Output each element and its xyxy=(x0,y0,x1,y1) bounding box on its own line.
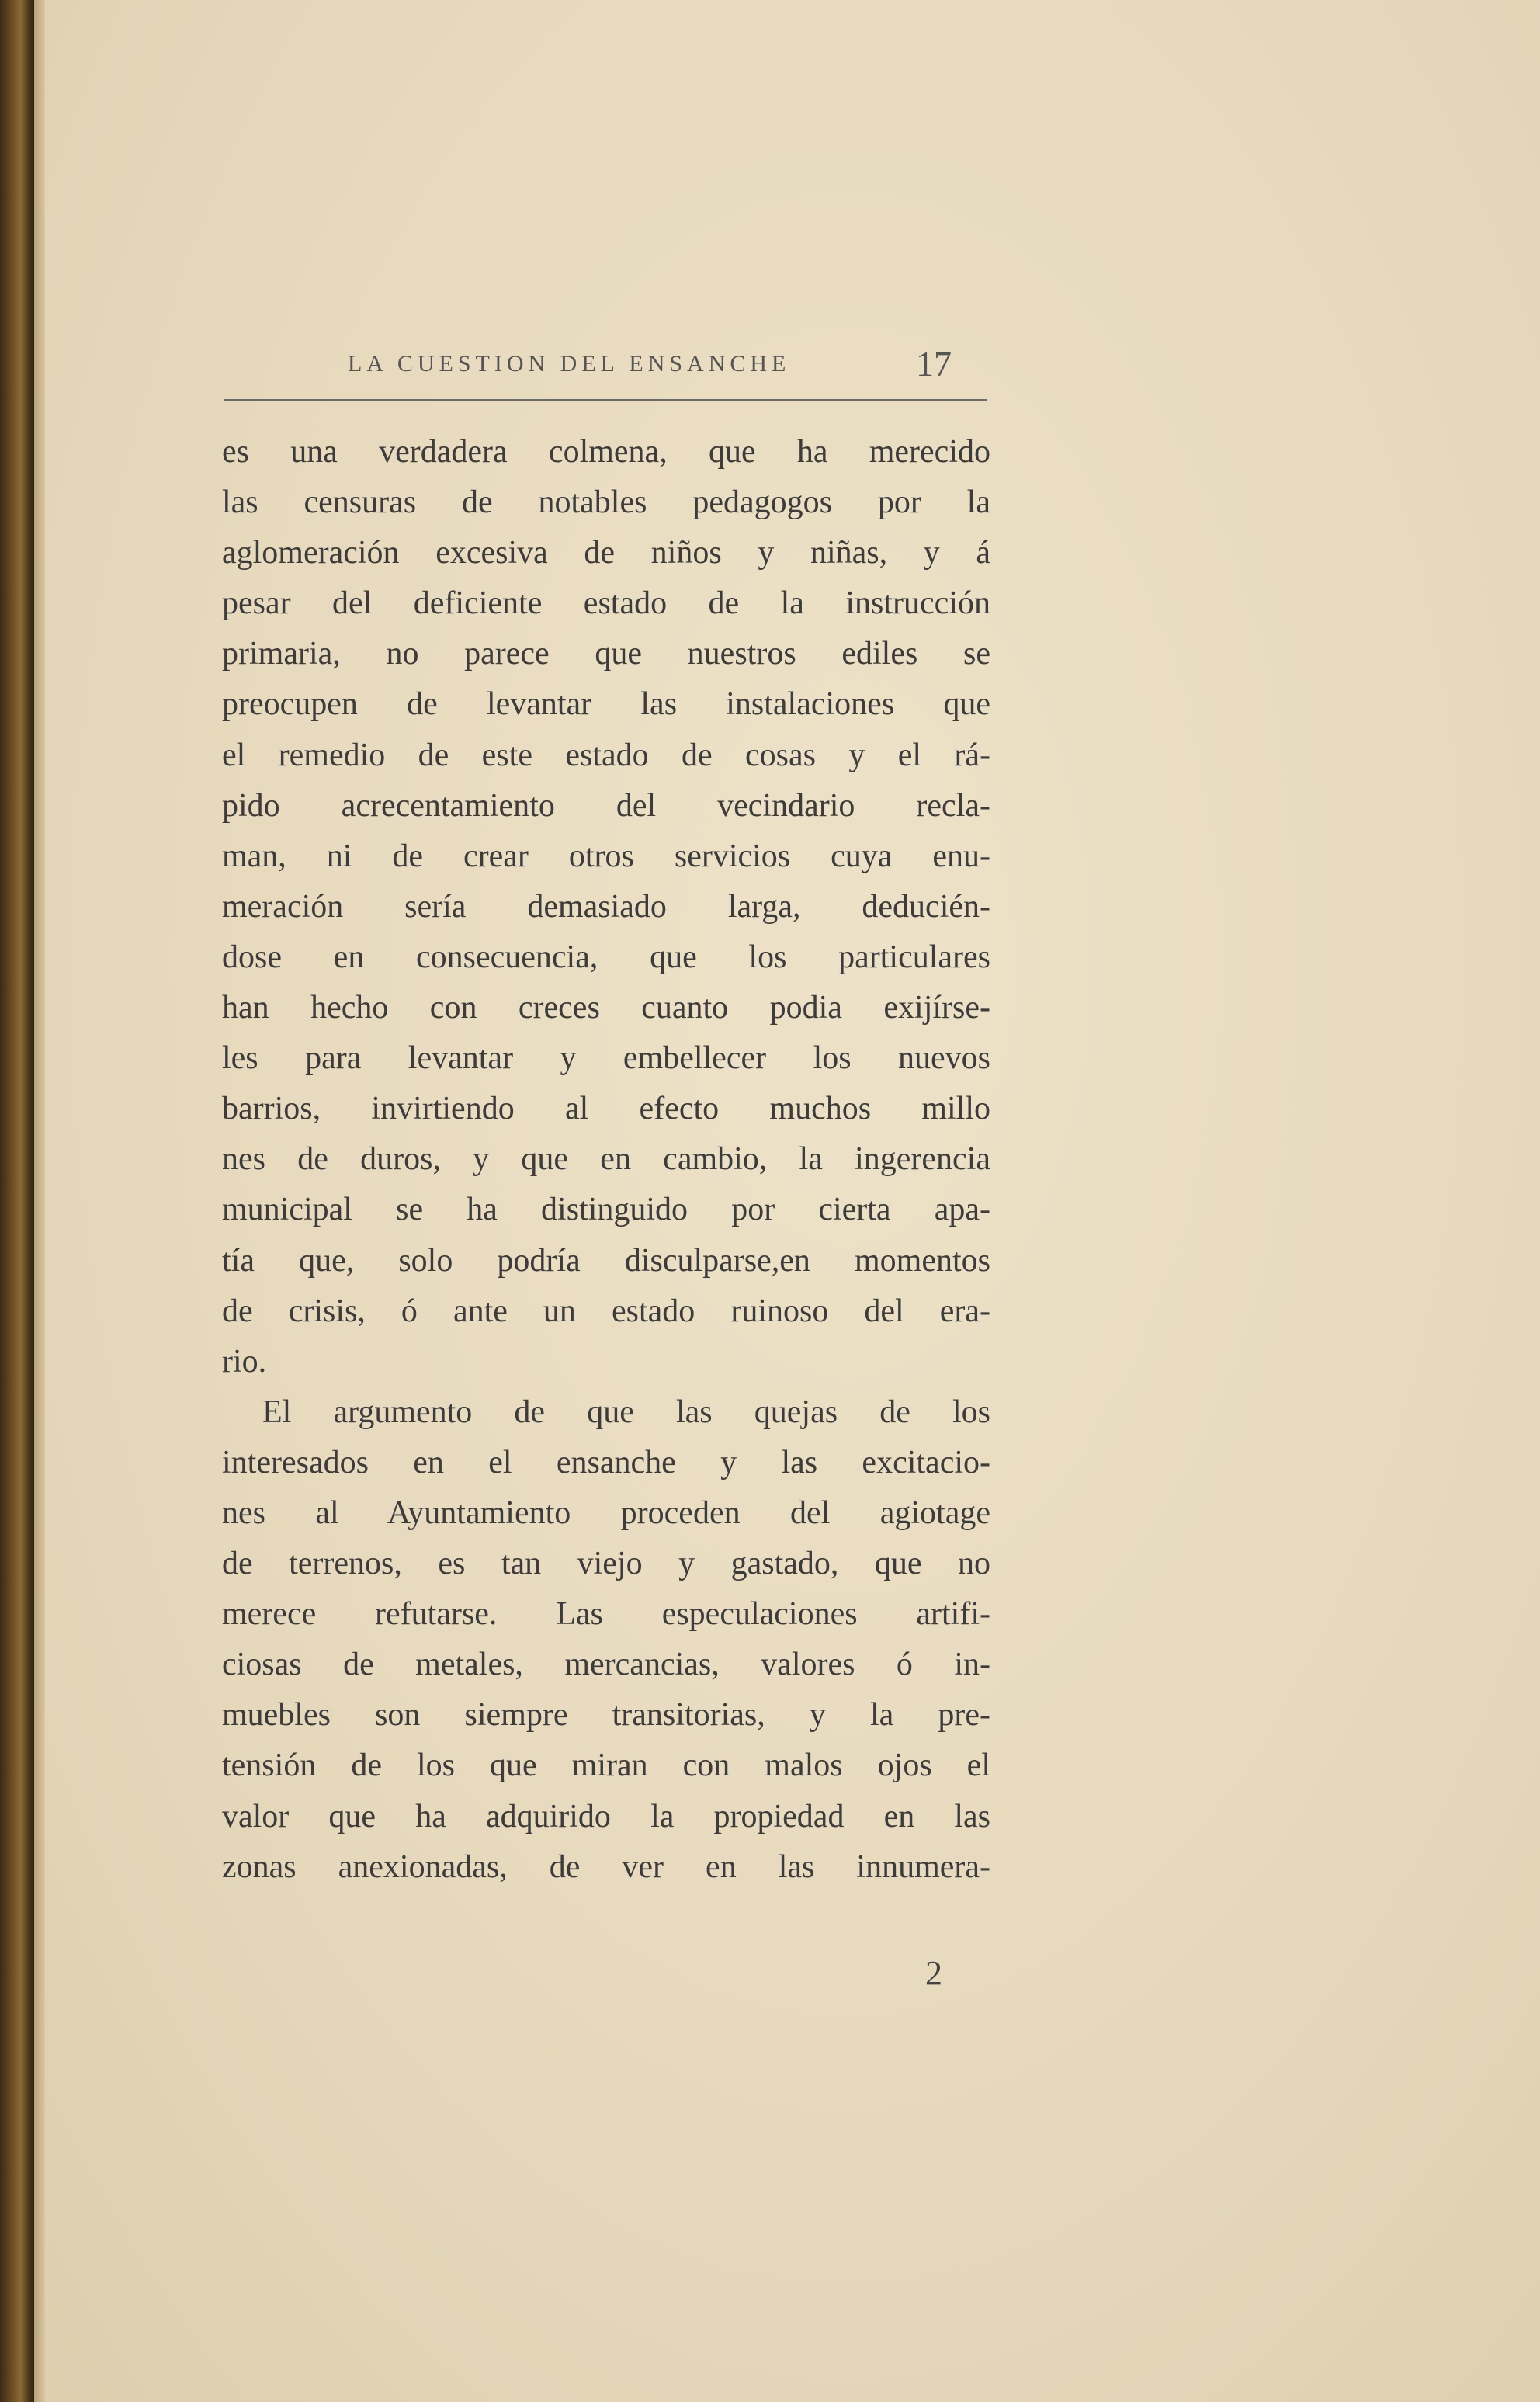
text-line: muebles son siempre transitorias, y la pre- xyxy=(222,1697,990,1734)
text-line: de terrenos, es tan viejo y gastado, que no xyxy=(222,1546,990,1582)
text-line: man, ni de crear otros servicios cuya enu- xyxy=(222,838,990,874)
text-line: de crisis, ó ante un estado ruinoso del era- xyxy=(222,1293,990,1329)
text-line: municipal se ha distinguido por cierta apa- xyxy=(222,1192,990,1228)
running-head xyxy=(224,343,987,390)
signature-mark: 2 xyxy=(925,1954,942,1992)
text-line: pesar del deficiente estado de la instrucción xyxy=(222,585,990,622)
text-line: nes al Ayuntamiento proceden del agiotage xyxy=(222,1494,990,1531)
text-line: han hecho con creces cuanto podia exijírse- xyxy=(222,990,990,1026)
page-gutter xyxy=(34,0,45,2402)
header-rule xyxy=(224,399,987,401)
text-line: aglomeración excesiva de niños y niñas, y á xyxy=(222,535,990,571)
text-line: dose en consecuencia, que los particulares xyxy=(222,939,990,975)
text-line: ciosas de metales, mercancias, valores ó in- xyxy=(222,1647,990,1683)
text-line: meración sería demasiado larga, deducién- xyxy=(222,888,990,925)
paragraph-start-line: El argumento de que las quejas de los xyxy=(262,1394,990,1430)
body-text xyxy=(222,427,990,1893)
text-line: tensión de los que miran con malos ojos el xyxy=(222,1748,990,1784)
text-line: barrios, invirtiendo al efecto muchos millo xyxy=(222,1091,990,1127)
text-line: preocupen de levantar las instalaciones que xyxy=(222,686,990,723)
running-title: LA CUESTION DEL ENSANCHE xyxy=(348,351,791,377)
text-line: interesados en el ensanche y las excitacio- xyxy=(222,1444,990,1480)
text-line: zonas anexionadas, de ver en las innumera- xyxy=(222,1848,990,1885)
text-line: las censuras de notables pedagogos por la xyxy=(222,484,990,521)
page-number: 17 xyxy=(916,344,952,384)
text-line: merece refutarse. Las especulaciones artifi- xyxy=(222,1596,990,1633)
text-line: tía que, solo podría disculparse,en momentos xyxy=(222,1242,990,1279)
book-binding xyxy=(0,0,34,2402)
text-line: rio. xyxy=(222,1343,267,1380)
text-line: el remedio de este estado de cosas y el rá- xyxy=(222,737,990,773)
text-line: valor que ha adquirido la propiedad en las xyxy=(222,1798,990,1834)
text-line: es una verdadera colmena, que ha merecido xyxy=(222,434,990,470)
text-line: primaria, no parece que nuestros ediles se xyxy=(222,636,990,672)
text-line: nes de duros, y que en cambio, la ingerencia xyxy=(222,1141,990,1178)
text-line: les para levantar y embellecer los nuevos xyxy=(222,1040,990,1077)
text-line: pido acrecentamiento del vecindario recla- xyxy=(222,787,990,824)
